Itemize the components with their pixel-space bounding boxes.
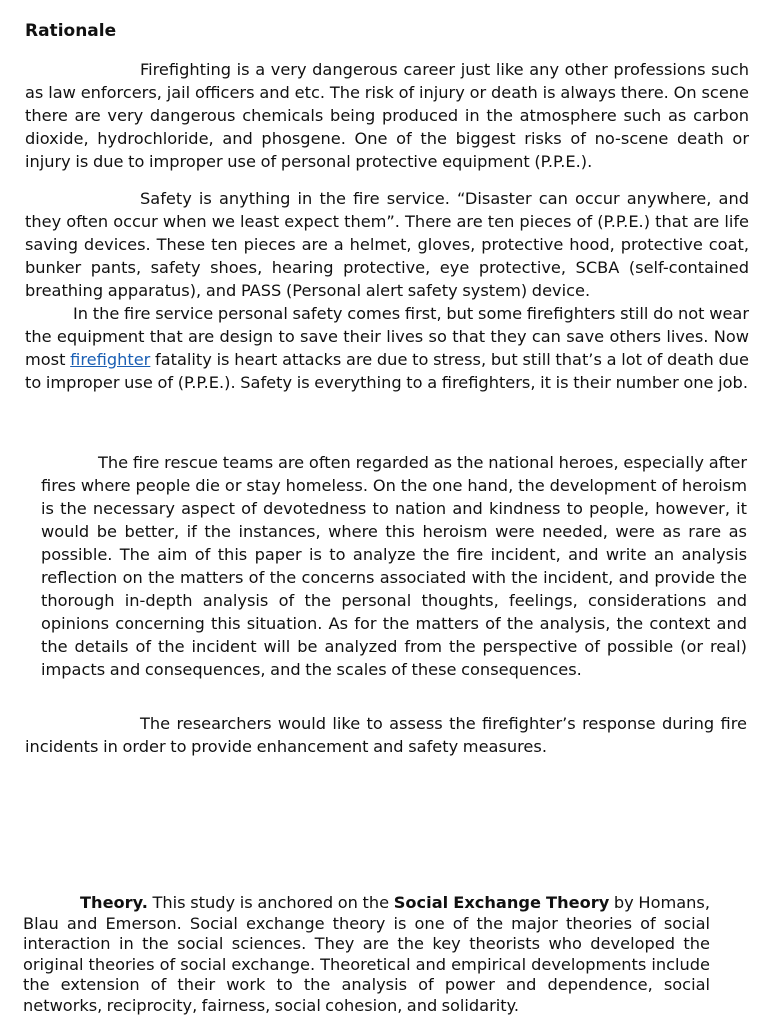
paragraph-personal-safety xyxy=(25,302,749,394)
paragraph-firefighting-risk: Firefighting is a very dangerous career just like any other professions such as law enforcers, jail officers and etc. The risk of injury or death is always there. On scene there are very dangerous chemicals being produced in the atmosphere such as carbon dioxide, hydrochloride, and phosgene. One of the biggest risks of no-scene death or injury is due to improper use of personal protective equipment (P.P.E.). xyxy=(25,60,749,171)
paragraph-text: In the fire service personal safety comes first, but some firefighters still do not wear the equipment that are design to save their lives so that they can save others lives. Now most xyxy=(25,304,749,369)
firefighter-link[interactable]: firefighter xyxy=(70,350,151,369)
paragraph-text: This study is anchored on the xyxy=(147,893,394,912)
theory-name: Social Exchange Theory xyxy=(393,893,610,912)
paragraph-fire-rescue-teams: The fire rescue teams are often regarded as the national heroes, especially after fires where people die or stay homeless. On the one hand, the development of heroism is the necessary aspect of devotedness to nation and kindness to people, however, it would be better, if the instances, where this heroism were needed, were as rare as possible. The aim of this paper is to analyze the fire incident, and write an analysis reflection on the matters of the concerns associated with the incident, and provide the thorough in-depth analysis of the personal thoughts, feelings, considerations and opinions concerning this situation. As for the matters of the analysis, the context and the details of the incident will be analyzed from the perspective of possible (or real) impacts and consequences, and the scales of these consequences. xyxy=(41,453,747,679)
section-heading: Rationale xyxy=(25,21,117,41)
paragraph-theory xyxy=(23,893,710,1017)
paragraph-researchers-aim: The researchers would like to assess the firefighter’s response during fire incidents in order to provide enhancement and safety measures. xyxy=(25,714,747,756)
paragraph-text: fatality is heart attacks are due to stress, but still that’s a lot of death due to improper use of (P.P.E.). Safety is everything to a firefighters, it is their number one job. xyxy=(25,350,749,392)
paragraph-text: by Homans, Blau and Emerson. Social exchange theory is one of the major theories of social interaction in the social sciences. They are the key theorists who developed the original theories of social exchange. Theoretical and empirical developments include the extension of their work to the analysis of power and dependence, social networks, reciprocity, fairness, social cohesion, and solidarity. xyxy=(23,893,711,1015)
paragraph-safety-ppe: Safety is anything in the fire service. “Disaster can occur anywhere, and they often occur when we least expect them”. There are ten pieces of (P.P.E.) that are life saving devices. These ten pieces are a helmet, gloves, protective hood, protective coat, bunker pants, safety shoes, hearing protective, eye protective, SCBA (self-contained breathing apparatus), and PASS (Personal alert safety system) device. xyxy=(25,189,749,300)
theory-label: Theory. xyxy=(80,893,148,912)
